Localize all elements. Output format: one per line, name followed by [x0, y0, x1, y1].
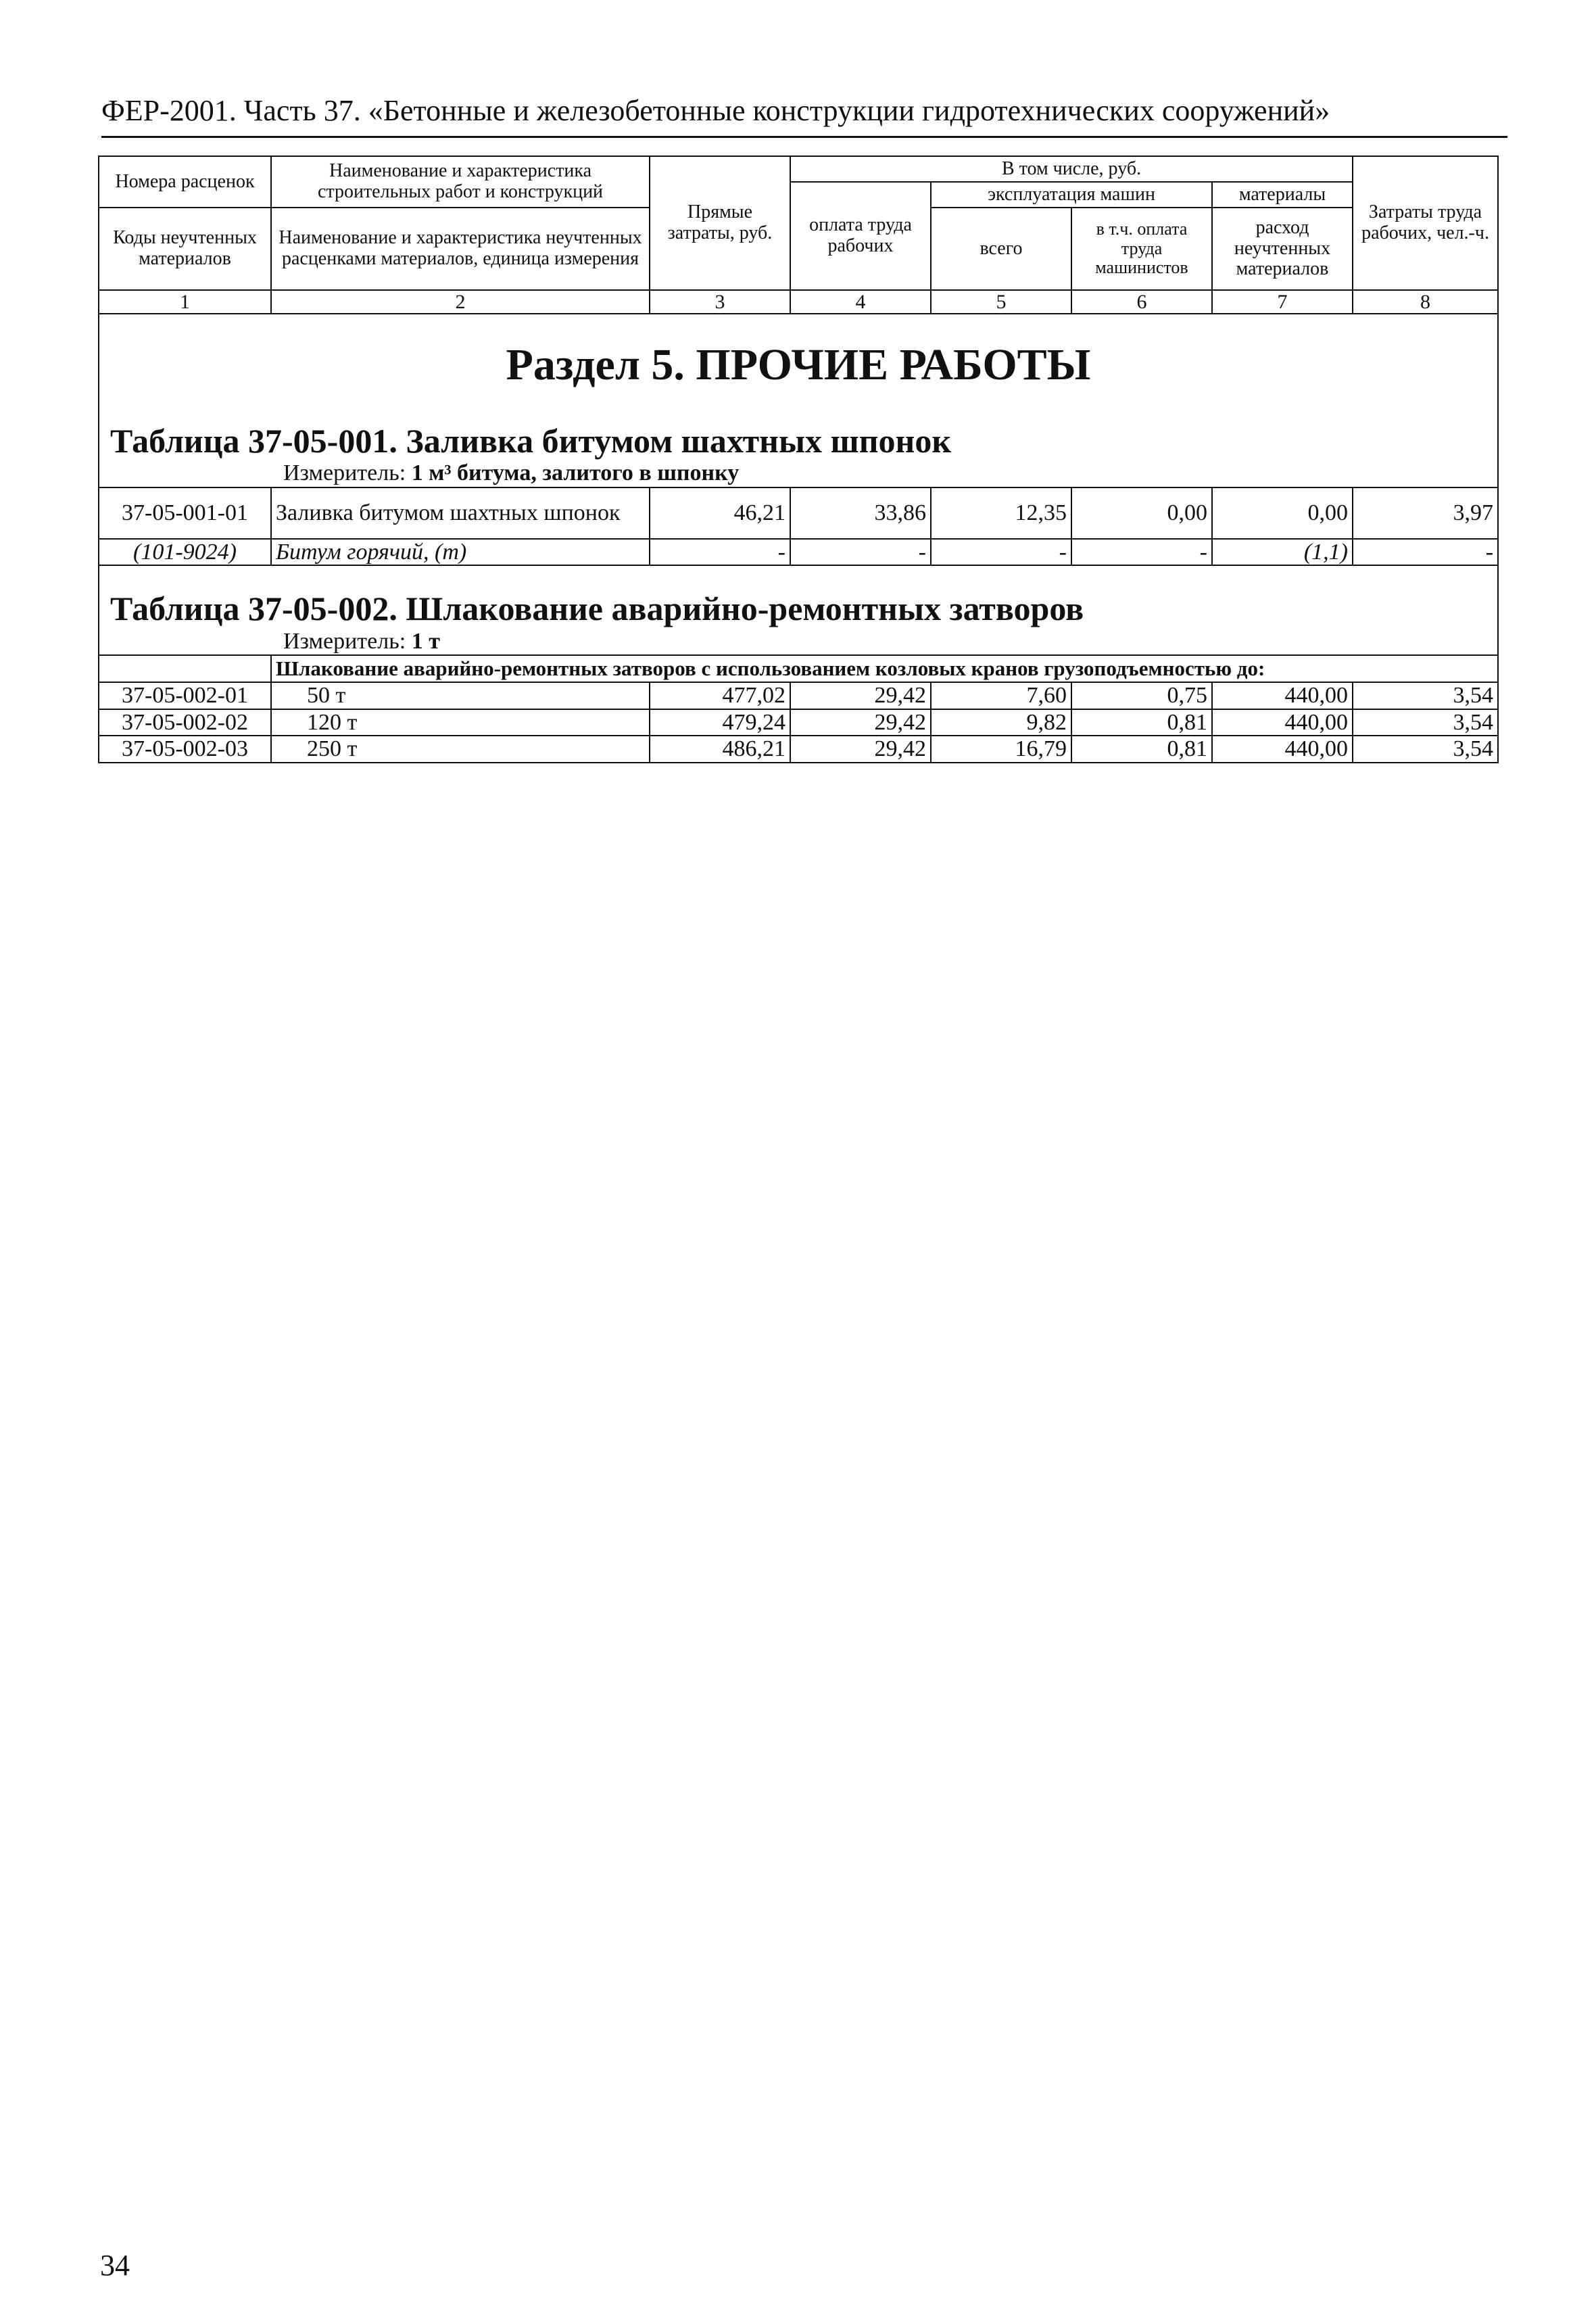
- labor-hours: 3,54: [1353, 682, 1498, 709]
- materials-cost: 440,00: [1212, 709, 1353, 736]
- column-number: 2: [271, 290, 650, 314]
- header-including-group: В том числе, руб.: [790, 156, 1353, 182]
- page-number: 34: [100, 2249, 130, 2282]
- header-material-name: Наименование и характеристика неучтенных расценками материалов, единица измерения: [271, 208, 650, 290]
- table1-title-row: [99, 416, 1498, 460]
- measure-label: Измеритель:: [283, 628, 406, 654]
- table2-subheading: Шлакование аварийно-ремонтных затворов с использованием козловых кранов грузоподъемностью до:: [271, 655, 1498, 682]
- rate-code: 37-05-002-02: [99, 709, 271, 736]
- table2-title: Таблица 37-05-002. Шлакование аварийно-ремонтных затворов: [99, 590, 1498, 627]
- table-row: [99, 539, 1498, 565]
- labor-pay: 29,42: [790, 736, 931, 762]
- subheading-row: [99, 655, 1498, 682]
- machines-total: -: [931, 539, 1071, 565]
- table-row: [99, 682, 1498, 709]
- labor-pay: 29,42: [790, 709, 931, 736]
- rates-table: [98, 156, 1499, 763]
- labor-pay: 29,42: [790, 682, 931, 709]
- operators-pay: -: [1071, 539, 1212, 565]
- materials-cost: 440,00: [1212, 682, 1353, 709]
- table-row: [99, 487, 1498, 539]
- rate-code: 37-05-001-01: [99, 487, 271, 539]
- materials-cost: 0,00: [1212, 487, 1353, 539]
- column-number: 6: [1071, 290, 1212, 314]
- direct-costs: 479,24: [650, 709, 790, 736]
- labor-hours: 3,54: [1353, 709, 1498, 736]
- direct-costs: -: [650, 539, 790, 565]
- header-work-name: Наименование и характеристика строительных работ и конструкций: [271, 156, 650, 208]
- labor-hours: -: [1353, 539, 1498, 565]
- direct-costs: 477,02: [650, 682, 790, 709]
- operators-pay: 0,81: [1071, 736, 1212, 762]
- machines-total: 7,60: [931, 682, 1071, 709]
- labor-pay: 33,86: [790, 487, 931, 539]
- material-code: (101-9024): [99, 539, 271, 565]
- column-number: 8: [1353, 290, 1498, 314]
- material-name: Битум горячий, (т): [271, 539, 650, 565]
- work-name: 120 т: [271, 709, 650, 736]
- machines-total: 9,82: [931, 709, 1071, 736]
- header-row-1: [99, 156, 1498, 182]
- header-rate-numbers: Номера расценок: [99, 156, 271, 208]
- table-row: [99, 709, 1498, 736]
- table1-title: Таблица 37-05-001. Заливка битумом шахтных шпонок: [99, 416, 1498, 460]
- operators-pay: 0,81: [1071, 709, 1212, 736]
- measure-value: 1 м³ битума, залитого в шпонку: [411, 460, 740, 486]
- machines-total: 16,79: [931, 736, 1071, 762]
- header-machines-group: эксплуатация машин: [931, 182, 1212, 208]
- rate-code: 37-05-002-01: [99, 682, 271, 709]
- header-materials-group: материалы: [1212, 182, 1353, 208]
- labor-hours: 3,54: [1353, 736, 1498, 762]
- header-labor-pay: оплата труда рабочих: [790, 182, 931, 290]
- materials-quantity: (1,1): [1212, 539, 1353, 565]
- direct-costs: 486,21: [650, 736, 790, 762]
- machines-total: 12,35: [931, 487, 1071, 539]
- page-header: ФЕР-2001. Часть 37. «Бетонные и железобетонные конструкции гидротехнических сооружений»: [101, 93, 1507, 138]
- work-name: Заливка битумом шахтных шпонок: [271, 487, 650, 539]
- work-name: 250 т: [271, 736, 650, 762]
- rate-code: 37-05-002-03: [99, 736, 271, 762]
- header-labor-hours: Затраты труда рабочих, чел.-ч.: [1353, 156, 1498, 290]
- table1-measure-row: [99, 460, 1498, 487]
- table2-measure-row: [99, 627, 1498, 655]
- column-number: 4: [790, 290, 931, 314]
- column-number: 3: [650, 290, 790, 314]
- header-direct-costs: Прямые затраты, руб.: [650, 156, 790, 290]
- section-title: Раздел 5. ПРОЧИЕ РАБОТЫ: [506, 339, 1091, 389]
- header-machines-total: всего: [931, 208, 1071, 290]
- column-number: 1: [99, 290, 271, 314]
- column-number: 7: [1212, 290, 1353, 314]
- labor-hours: 3,97: [1353, 487, 1498, 539]
- work-name: 50 т: [271, 682, 650, 709]
- gap-row: [99, 565, 1498, 590]
- operators-pay: 0,75: [1071, 682, 1212, 709]
- section-row: [99, 314, 1498, 416]
- header-unaccounted-materials: расход неучтенных материалов: [1212, 208, 1353, 290]
- column-numbers-row: [99, 290, 1498, 314]
- direct-costs: 46,21: [650, 487, 790, 539]
- column-number: 5: [931, 290, 1071, 314]
- labor-pay: -: [790, 539, 931, 565]
- measure-value: 1 т: [411, 628, 440, 654]
- operators-pay: 0,00: [1071, 487, 1212, 539]
- measure-label: Измеритель:: [283, 460, 406, 486]
- materials-cost: 440,00: [1212, 736, 1353, 762]
- table2-title-row: [99, 590, 1498, 627]
- table-row: [99, 736, 1498, 762]
- header-operators-pay: в т.ч. оплата труда машинистов: [1071, 208, 1212, 290]
- header-material-codes: Коды неучтенных материалов: [99, 208, 271, 290]
